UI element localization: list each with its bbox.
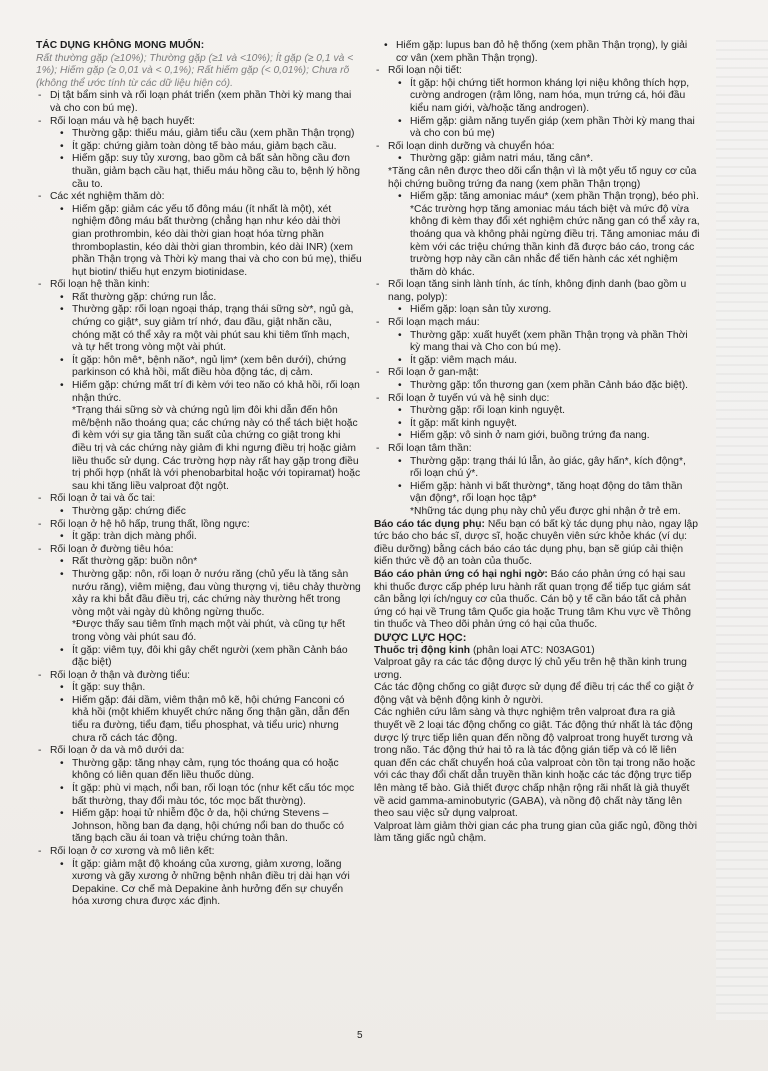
list-item: • Ít gặp: hội chứng tiết hormon kháng lợi niệu không thích hợp, cường androgen (rậm lông, nam hóa, mụn trứng cá, hói đầu kiểu nam giới, và/hoặc tăng androgen). (398, 78, 700, 116)
left-column (36, 40, 362, 909)
group-metabolism: - Rối loạn dinh dưỡng và chuyển hóa: • Thường gặp: giảm natri máu, tăng cân*. *Tăng cân nên được theo dõi cẩn thận vì là một yếu tố nguy cơ của hội chứng buồng trứng đa nang (xem phần Thận trọng) • Hiếm gặp: tăng amoniac máu* (xem phần Thận trọng), béo phì. *Các trường hợp tăng amoniac máu tách biệt và mức độ vừa không đi kèm thay đổi xét nghiệm chức năng gan có thể xảy ra, thoáng qua và không phải ngừng điều trị. Tăng amoniac máu đi kèm với các triệu chứng thần kinh đã được báo cáo, trong các trường hợp này cần cân nhắc để tiến hành các xét nghiệm thăm dò khác. (374, 141, 700, 280)
group-blood: - Rối loạn máu và hệ bạch huyết: • Thường gặp: thiếu máu, giảm tiểu cầu (xem phần Thận trọng) • Ít gặp: chứng giảm toàn dòng tế bào máu, giảm bạch cầu. • Hiếm gặp: suy tủy xương, bao gồm cả bất sản hồng cầu đơn thuần, giảm bạch cầu hạt, thiếu máu hồng cầu to, bệnh lý hồng cầu to. (36, 116, 362, 192)
report-side-effects: Báo cáo tác dụng phụ: Nếu bạn có bất kỳ tác dụng phụ nào, ngay lập tức báo cho bác sĩ, dược sĩ, hoặc chuyên viên sức khỏe khác (ví dụ: điều dưỡng) bằng cách báo cáo tác dụng phụ, bạn sẽ giúp cải thiện kiến thức về độ an toàn của thuốc. (374, 518, 698, 568)
list-item: • Hiếm gặp: tăng amoniac máu* (xem phần Thận trọng), béo phì. (398, 191, 700, 204)
list-item: • Ít gặp: suy thận. (60, 682, 362, 695)
list-item: • Hiếm gặp: hoại tử nhiễm độc ở da, hội chứng Stevens – Johnson, hồng ban đa dạng, hội chứng nổi ban do thuốc có tăng bạch cầu ái toan và triệu chứng toàn thân. (60, 808, 362, 846)
weight-note: *Tăng cân nên được theo dõi cẩn thận vì là một yếu tố nguy cơ của hội chứng buồng trứng đa nang (xem phần Thận trọng) (388, 165, 697, 190)
scan-edge-shadow (716, 40, 768, 1020)
group-respiratory: - Rối loạn ở hệ hô hấp, trung thất, lồng ngực: • Ít gặp: tràn dịch màng phổi. (36, 519, 362, 544)
paragraph: Valproat gây ra các tác động dược lý chủ yếu trên hệ thần kinh trung ương. (374, 657, 687, 681)
list-item: • Thường gặp: nôn, rối loạn ở nướu răng (chủ yếu là tăng sản nướu răng), viêm miệng, đau vùng thượng vị, tiêu chảy thường xảy ra khi bắt đầu điều trị, các chứng này thường hết trong vòng một vài ngày dù không ngừng thuốc. (60, 569, 362, 619)
group-reproductive: - Rối loạn ở tuyến vú và hệ sinh dục: • Thường gặp: rối loạn kinh nguyệt. • Ít gặp: mất kinh nguyệt. • Hiếm gặp: vô sinh ở nam giới, buồng trứng đa nang. (374, 393, 700, 443)
list-item: • Hiếm gặp: suy tủy xương, bao gồm cả bất sản hồng cầu đơn thuần, giảm bạch cầu hạt, thiếu máu hồng cầu to, bệnh lý hồng cầu to. (60, 153, 362, 191)
list-item: • Thường gặp: xuất huyết (xem phần Thận trọng và phần Thời kỳ mang thai và Cho con bú mẹ). (398, 330, 700, 355)
list-item: • Hiếm gặp: đái dầm, viêm thận mô kẽ, hội chứng Fanconi có khả hồi (một khiếm khuyết chức năng ống thận gần, dẫn đến tiểu ra đường, tiểu đạm, tiểu phosphat, và tiểu uric) nhưng chưa rõ cách tác động. (60, 695, 362, 745)
list-item: • Hiếm gặp: loạn sản tủy xương. (398, 304, 700, 317)
list-item: • Thường gặp: tổn thương gan (xem phần Cảnh báo đặc biệt). (398, 380, 700, 393)
list-item: • Hiếm gặp: giảm năng tuyến giáp (xem phần Thời kỳ mang thai và cho con bú mẹ) (398, 116, 700, 141)
blood-items (50, 128, 362, 191)
group-gastrointestinal: - Rối loạn ở đường tiêu hóa: • Rất thường gặp: buồn nôn* • Thường gặp: nôn, rối loạn ở nướu răng (chủ yếu là tăng sản nướu răng), viêm miệng, đau vùng thượng vị, tiêu chảy thường xảy ra khi bắt đầu điều trị, các chứng này thường hết trong vòng một vài ngày dù không ngừng thuốc. *Được thấy sau tiêm tĩnh mạch một vài phút, và cũng tự hết trong vòng vài phút sau đó. • Ít gặp: viêm tụy, đôi khi gây chết người (xem phần Cảnh báo đặc biệt) (36, 544, 362, 670)
group-ear: - Rối loạn ở tai và ốc tai: • Thường gặp: chứng điếc (36, 493, 362, 518)
report-suspected-reactions: Báo cáo phản ứng có hại nghi ngờ: Báo cáo phản ứng có hại sau khi thuốc được cấp phép lưu hành rất quan trọng để tiếp tục giám sát cân bằng lợi ích/nguy cơ của thuốc. Cán bộ y tế cần báo tất cả phản ứng có hại về Trung tâm Quốc gia hoặc Trung tâm Khu vực về Thông tin thuốc và Theo dõi phản ứng có hại của thuốc. (374, 568, 691, 631)
list-item: • Hiếm gặp: vô sinh ở nam giới, buồng trứng đa nang. (398, 430, 700, 443)
list-item: • Thường gặp: giảm natri máu, tăng cân*. (398, 153, 700, 166)
group-renal: - Rối loạn ở thận và đường tiểu: • Ít gặp: suy thận. • Hiếm gặp: đái dầm, viêm thận mô kẽ, hội chứng Fanconi có khả hồi (một khiếm khuyết chức năng ống thận gần, dẫn đến tiểu ra đường, tiểu đạm, tiểu phosphat, và tiểu uric) nhưng chưa rõ cách tác động. (36, 670, 362, 746)
list-item: • Hiếm gặp: hành vi bất thường*, tăng hoạt động do tâm thần vận động*, rối loạn học tập* (398, 481, 700, 506)
group-psychiatric: - Rối loạn tâm thần: • Thường gặp: trạng thái lú lẫn, ảo giác, gây hấn*, kích động*, rối loạn chú ý*. • Hiếm gặp: hành vi bất thường*, tăng hoạt động do tâm thần vận động*, rối loạn học tập* *Những tác dụng phụ này chủ yếu được ghi nhận ở trẻ em. (374, 443, 700, 519)
adverse-effects-list (36, 90, 362, 909)
group-skin: - Rối loạn ở da và mô dưới da: • Thường gặp: tăng nhạy cảm, rụng tóc thoáng qua có hoặc không có liên quan đến liều thuốc dùng. • Ít gặp: phù vi mạch, nổi ban, rối loạn tóc (như kết cấu tóc mọc bất thường, thay đổi màu tóc, tóc mọc bất thường). • Hiếm gặp: hoại tử nhiễm độc ở da, hội chứng Stevens – Johnson, hồng ban đa dạng, hội chứng nổi ban do thuốc có tăng bạch cầu ái toan và triệu chứng toàn thân. (36, 745, 362, 846)
ammonia-note: *Các trường hợp tăng amoniac máu tách biệt và mức độ vừa không đi kèm thay đổi xét nghiệm chức năng gan có thể xảy ra, thoáng qua và không phải ngừng điều trị. Tăng amoniac máu đi kèm với các triệu chứng thần kinh đã được báo cáo, trong các trường hợp này cần cân nhắc để tiến hành các xét nghiệm thăm dò khác. (410, 203, 700, 278)
list-item: • Ít gặp: phù vi mạch, nổi ban, rối loạn tóc (như kết cấu tóc mọc bất thường, thay đổi màu tóc, tóc mọc bất thường). (60, 783, 362, 808)
list-item: • Hiếm gặp: giảm các yếu tố đông máu (ít nhất là một), xét nghiệm đông máu bất thường (chẳng hạn như kéo dài thời gian prothrombin, kéo dài thời gian hoạt hóa từng phần thromboplastin, kéo dài thời gian thrombin, kéo dài INR) (xem phần Thận trọng và Thời kỳ mang thai và cho con bú mẹ), thiếu hụt biotin/ thiếu hụt enzym biotinidase. (60, 204, 362, 280)
list-item: • Thường gặp: chứng điếc (60, 506, 362, 519)
gi-note: *Được thấy sau tiêm tĩnh mạch một vài phút, và cũng tự hết trong vòng vài phút sau đó. (72, 619, 345, 643)
list-item: • Ít gặp: chứng giảm toàn dòng tế bào máu, giảm bạch cầu. (60, 141, 362, 154)
list-item: • Ít gặp: tràn dịch màng phổi. (60, 531, 362, 544)
nervous-note: *Trạng thái sững sờ và chứng ngủ lịm đôi khi dẫn đến hôn mê/bệnh não thoáng qua; các chứng này có thể tách biệt hoặc đi kèm với sự gia tăng tần suất của chứng co giật trong khi điều trị và các chứng này giảm đi khi ngưng điều trị hoặc giảm liều thuốc sử dụng. Các trường hợp này rất hay gặp trong điều trị phối hợp (nhất là với phenobarbital hoặc với topiramat) hoặc sau khi tăng liều valproat đột ngột. (72, 405, 361, 492)
list-item: • Thường gặp: rối loạn kinh nguyệt. (398, 405, 700, 418)
group-musculoskeletal: - Rối loạn ở cơ xương và mô liên kết: • Ít gặp: giảm mật độ khoáng của xương, giảm xương, loãng xương và gãy xương ở những bệnh nhân điều trị dài hạn với Depakine. Cơ chế mà Depakine ảnh hưởng đến sự chuyển hóa xương chưa được xác định. (36, 846, 362, 909)
list-item: • Ít gặp: mất kinh nguyệt. (398, 418, 700, 431)
group-neoplasms: - Rối loạn tăng sinh lành tính, ác tính, không định danh (bao gồm u nang, polyp): • Hiếm gặp: loạn sản tủy xương. (374, 279, 700, 317)
adverse-effects-heading: TÁC DỤNG KHÔNG MONG MUỐN: (36, 40, 205, 51)
list-item: • Ít gặp: hôn mê*, bệnh não*, ngủ lịm* (xem bên dưới), chứng parkinson có khả hồi, mất điều hòa động tác, dị cảm. (60, 355, 362, 380)
list-item: • Ít gặp: viêm tụy, đôi khi gây chết người (xem phần Cảnh báo đặc biệt) (60, 645, 362, 670)
list-item: • Rất thường gặp: chứng run lắc. (60, 292, 362, 305)
group-vascular: - Rối loạn mạch máu: • Thường gặp: xuất huyết (xem phần Thận trọng và phần Thời kỳ mang thai và Cho con bú mẹ). • Ít gặp: viêm mạch máu. (374, 317, 700, 367)
group-hepatobiliary: - Rối loạn ở gan-mật: • Thường gặp: tổn thương gan (xem phần Cảnh báo đặc biệt). (374, 367, 700, 392)
group-birth-defects: - Dị tật bẩm sinh và rối loạn phát triển (xem phần Thời kỳ mang thai và cho con bú mẹ). (36, 90, 362, 115)
list-item: • Rất thường gặp: buồn nôn* (60, 556, 362, 569)
list-item: • Thường gặp: thiếu máu, giảm tiểu cầu (xem phần Thận trọng) (60, 128, 362, 141)
children-note: *Những tác dụng phụ này chủ yếu được ghi nhận ở trẻ em. (410, 505, 681, 517)
page-number: 5 (357, 1030, 363, 1041)
list-item: • Thường gặp: rối loạn ngoại tháp, trạng thái sững sờ*, ngủ gà, chứng co giật*, suy giảm trí nhớ, đau đầu, giật nhãn cầu, chóng mặt có thể xảy ra một vài phút sau khi tiêm tĩnh mạch, và tự hết trong vòng một vài phút. (60, 304, 362, 354)
right-column (374, 40, 700, 846)
paragraph: Valproat làm giảm thời gian các pha trung gian của giấc ngủ, đồng thời làm tăng giấc ngủ chậm. (374, 820, 697, 845)
pharmacodynamics-subheading: Thuốc trị động kinh (phân loại ATC: N03AG01) (374, 644, 595, 656)
group-endocrine: - Rối loạn nội tiết: • Ít gặp: hội chứng tiết hormon kháng lợi niệu không thích hợp, cường androgen (rậm lông, nam hóa, mụn trứng cá, hói đầu kiểu nam giới, và/hoặc tăng androgen). • Hiếm gặp: giảm năng tuyến giáp (xem phần Thời kỳ mang thai và cho con bú mẹ) (374, 65, 700, 141)
pharmacodynamics-heading: DƯỢC LỰC HỌC: (374, 631, 467, 644)
list-item: • Ít gặp: giảm mật độ khoáng của xương, giảm xương, loãng xương và gãy xương ở những bệnh nhân điều trị dài hạn với Depakine. Cơ chế mà Depakine ảnh hưởng đến sự chuyển hóa xương chưa được xác định. (60, 859, 362, 909)
paragraph: Các nghiên cứu lâm sàng và thực nghiệm trên valproat đưa ra giả thuyết về 2 loại tác động chống co giật. Tác động thứ nhất là tác động dược lý trực tiếp liên quan đến nồng độ valproat trong huyết tương và trong não. Tác động thứ hai tỏ ra là tác động gián tiếp và có lẽ liên quan đến các chất chuyển hoá của valproat còn tồn tại trong não hoặc với các thay đổi chất dẫn truyền thần kinh hoặc các tác động trực tiếp lên màng tế bào. Giả thiết được chấp nhận rộng rãi nhất là giả thuyết về acid gamma-aminobutyric (GABA), và nồng độ chất này tăng lên theo sau việc sử dụng valproat. (374, 707, 696, 820)
list-item: • Ít gặp: viêm mạch máu. (398, 355, 700, 368)
paragraph: Các tác động chống co giật được sử dụng để điều trị các thể co giật ở động vật và bệnh động kinh ở người. (374, 682, 694, 706)
frequency-legend: Rất thường gặp (≥10%); Thường gặp (≥1 và <10%); Ít gặp (≥ 0,1 và < 1%); Hiếm gặp (≥ 0,01 và < 0,1%); Rất hiếm gặp (< 0,01%); Chưa rõ (không thể ước tính từ các dữ liệu hiện có). (36, 52, 354, 89)
list-item: • Thường gặp: tăng nhạy cảm, rụng tóc thoáng qua có hoặc không có liên quan đến liều thuốc dùng. (60, 758, 362, 783)
group-investigations: - Các xét nghiệm thăm dò: • Hiếm gặp: giảm các yếu tố đông máu (ít nhất là một), xét nghiệm đông máu bất thường (chẳng hạn như kéo dài thời gian prothrombin, kéo dài thời gian hoạt hóa từng phần thromboplastin, kéo dài thời gian thrombin, kéo dài INR) (xem phần Thận trọng và Thời kỳ mang thai và cho con bú mẹ), thiếu hụt biotin/ thiếu hụt enzym biotinidase. (36, 191, 362, 279)
group-nervous-system: - Rối loạn hệ thần kinh: • Rất thường gặp: chứng run lắc. • Thường gặp: rối loạn ngoại tháp, trạng thái sững sờ*, ngủ gà, chứng co giật*, suy giảm trí nhớ, đau đầu, giật nhãn cầu, chóng mặt có thể xảy ra một vài phút sau khi tiêm tĩnh mạch, và tự hết trong vòng một vài phút. • Ít gặp: hôn mê*, bệnh não*, ngủ lịm* (xem bên dưới), chứng parkinson có khả hồi, mất điều hòa động tác, dị cảm. • Hiếm gặp: chứng mất trí đi kèm với teo não có khả hồi, rối loạn nhận thức. *Trạng thái sững sờ và chứng ngủ lịm đôi khi dẫn đến hôn mê/bệnh não thoáng qua; các chứng này có thể tách biệt hoặc đi kèm với sự gia tăng tần suất của chứng co giật trong khi điều trị và các chứng này giảm đi khi ngưng điều trị hoặc giảm liều thuốc sử dụng. Các trường hợp này rất hay gặp trong điều trị phối hợp (nhất là với phenobarbital hoặc với topiramat) hoặc sau khi tăng liều valproat đột ngột. (36, 279, 362, 493)
list-item: • Hiếm gặp: chứng mất trí đi kèm với teo não có khả hồi, rối loạn nhận thức. (60, 380, 362, 405)
list-item: • Thường gặp: trạng thái lú lẫn, ảo giác, gây hấn*, kích động*, rối loạn chú ý*. (398, 456, 700, 481)
list-item: • Hiếm gặp: lupus ban đỏ hệ thống (xem phần Thận trọng), ly giải cơ vân (xem phần Thận trọng). (384, 40, 700, 65)
